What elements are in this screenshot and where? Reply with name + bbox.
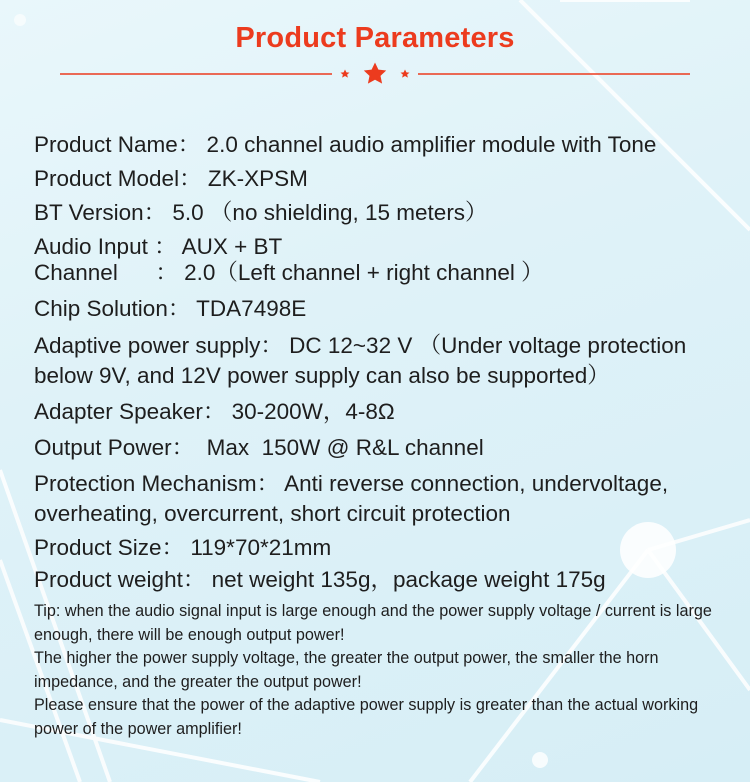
param-bt-version: BT Version： 5.0 （no shielding, 15 meters） bbox=[34, 200, 488, 225]
param-output-power: Output Power： Max 150W @ R&L channel bbox=[34, 435, 484, 460]
decor-dot bbox=[532, 752, 548, 768]
parameter-list bbox=[34, 130, 734, 595]
page-title: Product Parameters bbox=[235, 22, 515, 54]
tip-text: The higher the power supply voltage, the greater the output power, the smaller the horn impedance, and the greater the output power! bbox=[34, 649, 659, 691]
star-icon bbox=[401, 70, 410, 78]
star-icon bbox=[341, 70, 350, 78]
param-product-model: Product Model： ZK-XPSM bbox=[34, 166, 308, 191]
tip-section bbox=[34, 600, 738, 741]
param-channel: Channel ： 2.0（Left channel + right channel ） bbox=[34, 260, 544, 285]
param-product-weight: Product weight： net weight 135g，package weight 175g bbox=[34, 567, 606, 592]
param-audio-input: Audio Input ： AUX + BT bbox=[34, 234, 283, 259]
param-chip-solution: Chip Solution： TDA7498E bbox=[34, 296, 307, 321]
title-divider bbox=[0, 60, 750, 88]
star-icon bbox=[364, 63, 386, 84]
param-product-name: Product Name： 2.0 channel audio amplifier module with Tone bbox=[34, 132, 657, 157]
param-adapter-speaker: Adapter Speaker： 30-200W，4-8Ω bbox=[34, 399, 395, 424]
param-product-size: Product Size： 119*70*21mm bbox=[34, 535, 332, 560]
tip-text: Please ensure that the power of the adaptive power supply is greater than the actual working power of the power amplifier! bbox=[34, 696, 699, 738]
param-protection-mechanism: Protection Mechanism： Anti reverse connection, undervoltage, overheating, overcurrent, short circuit protection bbox=[34, 471, 669, 526]
param-adaptive-power-supply: Adaptive power supply： DC 12~32 V （Under voltage protection below 9V, and 12V power supply can also be supported） bbox=[34, 333, 687, 388]
tip-text: Tip: when the audio signal input is large enough and the power supply voltage / current is large enough, there will be enough output power! bbox=[34, 602, 712, 644]
